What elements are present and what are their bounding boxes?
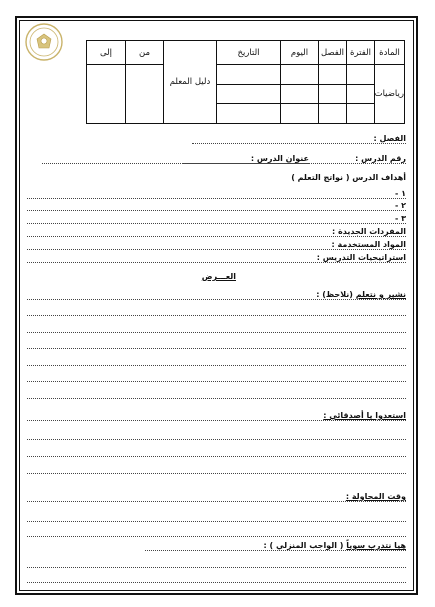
get-ready-field[interactable] [27,411,406,422]
teacher-guide-cell: دليل المعلم [164,41,217,124]
try-time-label: وقت المحاولة : [345,492,406,501]
day-cell-1[interactable] [281,65,319,85]
strategies-label: استراتيجيات التدريس : [316,253,406,262]
blank-line[interactable] [27,464,406,475]
think-learn-field[interactable] [27,290,406,301]
date-header: التاريخ [217,41,281,65]
blank-line[interactable] [27,389,406,400]
objective-1-field[interactable] [27,189,406,200]
lesson-header-table [86,40,405,124]
lesson-number-label: رقم الدرس : [355,154,406,163]
homework-note: ( الواجب المنزلي ) : [263,541,344,550]
day-cell-2[interactable] [281,84,319,104]
class-header: الفصل [319,41,347,65]
objectives-heading-label: أهداف الدرس ( نواتج التعلم ) [291,173,406,182]
homework-field[interactable] [145,541,406,552]
blank-line[interactable] [27,447,406,458]
class-cell-2[interactable] [319,84,347,104]
to-header: إلى [87,41,126,65]
blank-line[interactable] [27,512,406,523]
period-cell-1[interactable] [347,65,375,85]
period-header: الفترة [347,41,375,65]
class-field-label: الفصل : [373,134,406,143]
blank-line[interactable] [27,356,406,367]
blank-line[interactable] [27,430,406,441]
period-cell-2[interactable] [347,84,375,104]
class-field[interactable] [192,134,406,145]
try-time-field[interactable] [27,492,406,503]
blank-line[interactable] [27,339,406,350]
date-cell-2[interactable] [217,84,281,104]
day-header: اليوم [281,41,319,65]
blank-line[interactable] [27,527,406,538]
lesson-title-field[interactable] [42,154,309,165]
blank-line[interactable] [27,306,406,317]
objective-3-label: ٣ - [395,214,406,223]
period-cell-3[interactable] [347,104,375,124]
objective-1-label: ١ - [395,189,406,198]
class-cell-3[interactable] [319,104,347,124]
materials-label: المواد المستخدمة : [331,240,406,249]
objectives-heading [27,173,406,184]
homework-label [262,541,406,550]
objective-2-label: ٢ - [395,201,406,210]
blank-line[interactable] [27,573,406,584]
new-vocab-label: المفردات الجديدة : [332,227,406,236]
lesson-title-label: عنوان الدرس : [250,154,309,163]
practice-heading: هيا نتدرب سوياً [346,541,406,550]
class-cell-1[interactable] [319,65,347,85]
day-cell-3[interactable] [281,104,319,124]
date-cell-1[interactable] [217,65,281,85]
from-header: من [126,41,164,65]
materials-field[interactable] [27,240,406,251]
notice-label: (نلاحظ) : [316,290,353,299]
strategies-field[interactable] [27,253,406,264]
from-cell[interactable] [126,65,164,124]
think-learn-label [314,290,406,299]
to-cell[interactable] [87,65,126,124]
date-cell-3[interactable] [217,104,281,124]
think-learn-heading: نشير و نتعلم [355,290,406,299]
blank-line[interactable] [27,323,406,334]
blank-line[interactable] [27,558,406,569]
blank-line[interactable] [27,372,406,383]
subject-header: المادة [375,41,405,65]
subject-value: رياضيات [375,65,405,124]
new-vocab-field[interactable] [27,227,406,238]
ministry-seal-icon [24,22,64,62]
presentation-heading: العـــرض [201,272,236,281]
objective-2-field[interactable] [27,201,406,212]
objective-3-field[interactable] [27,214,406,225]
get-ready-label: استعدوا يا أصدقائي : [323,411,406,420]
lesson-plan-page [19,20,414,591]
